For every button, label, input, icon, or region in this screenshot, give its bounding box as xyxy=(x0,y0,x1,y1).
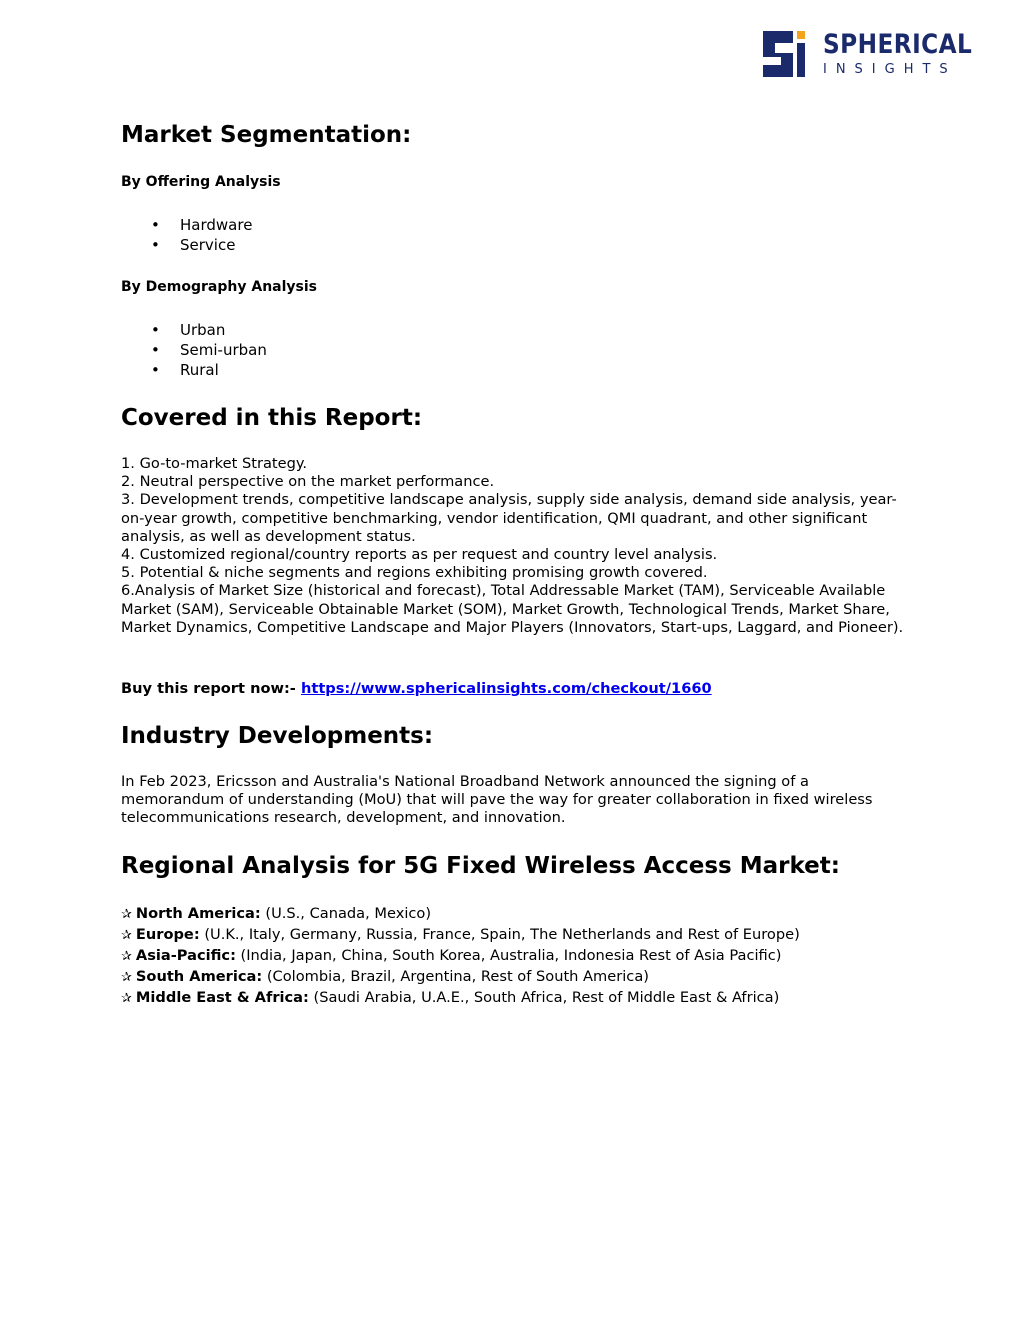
developments-text: In Feb 2023, Ericsson and Australia's National Broadband Network announced the signing of a memorandum of understanding (MoU) that will pave the way for greater collaboration in fixed wireless telecommunications research, development, and innovation. xyxy=(121,773,873,827)
demography-list xyxy=(121,320,267,380)
region-countries: (India, Japan, China, South Korea, Australia, Indonesia Rest of Asia Pacific) xyxy=(240,947,782,964)
star-icon: ✰ xyxy=(121,928,132,943)
logo-wordmark: SPHERICAL xyxy=(823,29,973,60)
region-name: South America: xyxy=(135,968,263,985)
list-item: 1. Go-to-market Strategy. xyxy=(121,455,308,472)
list-item: 5. Potential & niche segments and regions exhibiting promising growth covered. xyxy=(121,564,708,582)
covered-list xyxy=(121,455,911,637)
buy-line xyxy=(121,680,712,698)
region-name: North America: xyxy=(135,905,261,922)
developments-heading: Industry Developments: xyxy=(121,723,434,749)
demography-subheading: By Demography Analysis xyxy=(121,279,317,295)
list-item: • Service xyxy=(121,235,252,255)
list-item: 2. Neutral perspective on the market performance. xyxy=(121,473,495,491)
list-item: 6.Analysis of Market Size (historical and forecast), Total Addressable Market (TAM), Serviceable Available Market (SAM), Serviceable Obtainable Market (SOM), Market Growth, Technological Trends, Market Share, Market Dynamics, Competitive Landscape and Major Players (Innovators, Start-ups, Laggard, and Pioneer). xyxy=(121,582,904,636)
segmentation-heading: Market Segmentation: xyxy=(121,122,412,148)
region-item xyxy=(121,904,800,925)
region-name: Middle East & Africa: xyxy=(135,989,309,1006)
region-name: Europe: xyxy=(135,926,200,943)
list-item: 3. Development trends, competitive landscape analysis, supply side analysis, demand side analysis, year-on-year growth, competitive benchmarking, vendor identification, QMI quadrant, and other significant analysis, as well as development status. xyxy=(121,491,897,545)
list-item: • Semi-urban xyxy=(121,340,267,360)
offering-subheading: By Offering Analysis xyxy=(121,174,281,190)
region-name: Asia-Pacific: xyxy=(135,947,236,964)
offering-list xyxy=(121,215,252,255)
region-item xyxy=(121,967,800,988)
region-countries: (Colombia, Brazil, Argentina, Rest of South America) xyxy=(266,968,649,985)
region-countries: (Saudi Arabia, U.A.E., South Africa, Rest of Middle East & Africa) xyxy=(313,989,780,1006)
buy-label: Buy this report now:- xyxy=(121,680,296,697)
logo-tagline: INSIGHTS xyxy=(823,62,957,77)
star-icon: ✰ xyxy=(121,949,132,964)
covered-body xyxy=(121,455,911,637)
spherical-insights-logo xyxy=(763,30,997,77)
list-item: 4. Customized regional/country reports as per request and country level analysis. xyxy=(121,546,718,564)
regional-heading: Regional Analysis for 5G Fixed Wireless Access Market: xyxy=(121,853,840,879)
star-icon: ✰ xyxy=(121,970,132,985)
region-item xyxy=(121,988,800,1009)
list-item: • Rural xyxy=(121,360,267,380)
region-item xyxy=(121,925,800,946)
list-item: • Urban xyxy=(121,320,267,340)
region-item xyxy=(121,946,800,967)
star-icon: ✰ xyxy=(121,991,132,1006)
covered-heading: Covered in this Report: xyxy=(121,405,423,431)
checkout-link[interactable]: https://www.sphericalinsights.com/checkout/1660 xyxy=(300,680,712,697)
logo-mark-icon xyxy=(763,31,813,77)
star-icon: ✰ xyxy=(121,907,132,922)
list-item: • Hardware xyxy=(121,215,252,235)
region-countries: (U.S., Canada, Mexico) xyxy=(265,905,432,922)
regions-list xyxy=(121,904,800,1009)
region-countries: (U.K., Italy, Germany, Russia, France, Spain, The Netherlands and Rest of Europe) xyxy=(204,926,800,943)
